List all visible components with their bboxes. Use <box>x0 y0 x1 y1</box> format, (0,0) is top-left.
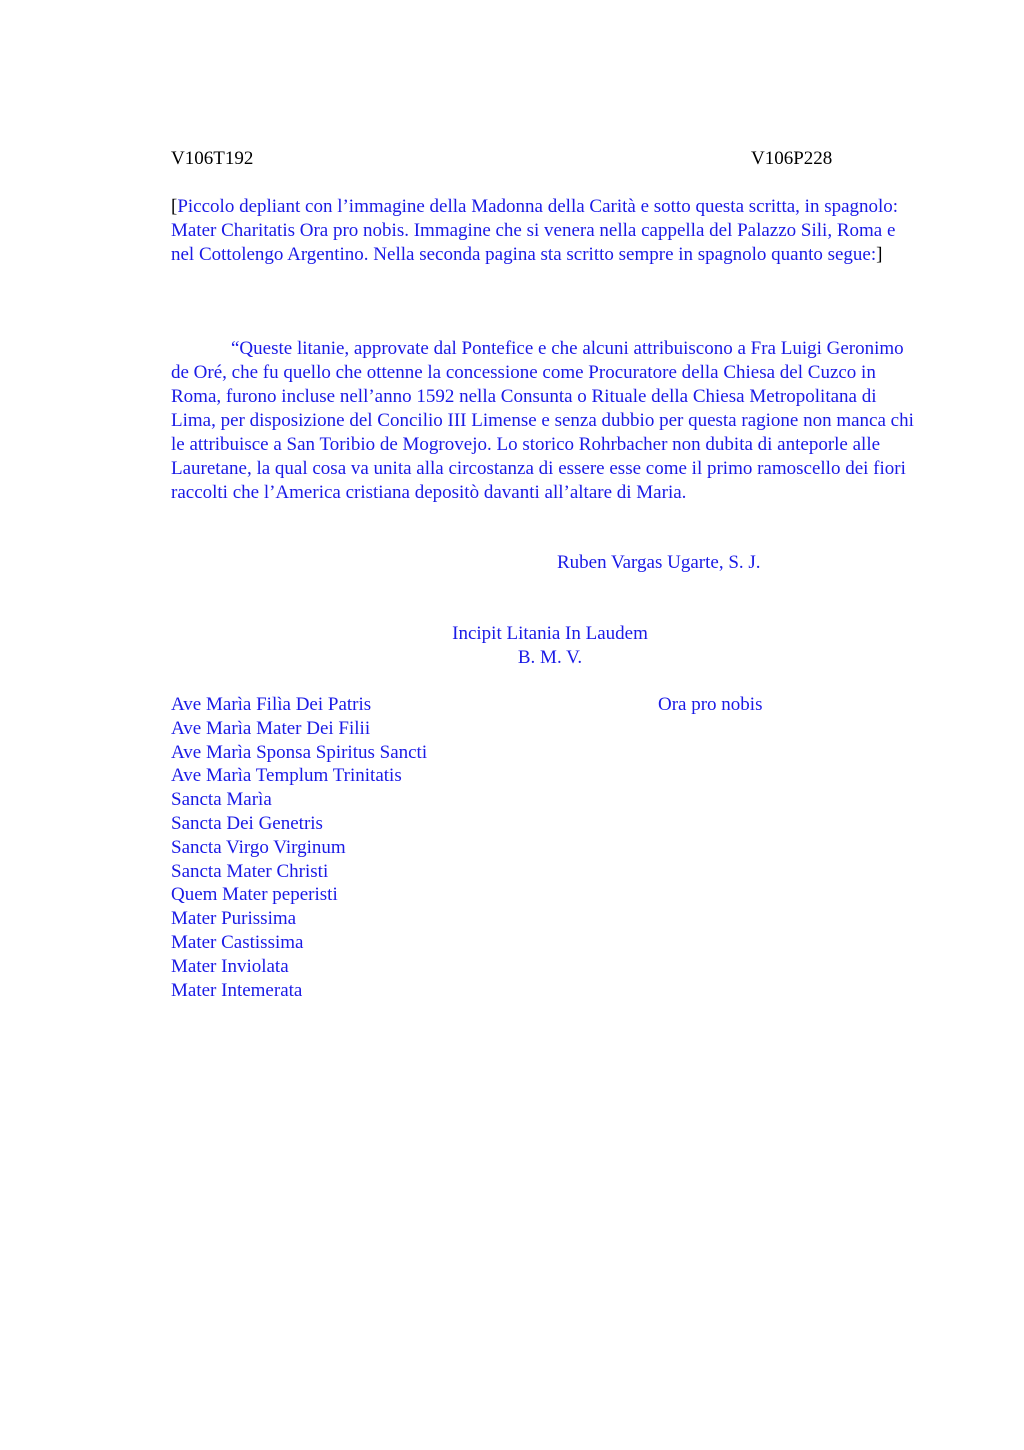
list-item: Mater Inviolata <box>171 955 289 977</box>
list-item: Ave Marìa Sponsa Spiritus Sancti <box>171 741 428 763</box>
document-code-right: V106P228 <box>751 148 833 169</box>
intro-open-bracket: [ <box>171 196 178 217</box>
quote-paragraph: “Queste litanie, approvate dal Pontefice e che alcuni attribuiscono a Fra Luigi Geronimo de Oré, che fu quello che ottenne la concessione come Procuratore della Chiesa del Cuzco in Roma, furono incluse nell’anno 1592 nella Consunta o Rituale della Chiesa Metropolitana di Lima, per disposizione del Concilio III Limense e senza dubbio per questa ragione non manca chi le attribuisce a San Toribio de Mogrovejo. Lo storico Rohrbacher non dubita di anteporle alle Lauretane, la qual cosa va unita alla circostanza di essere esse come il primo ramoscello dei fiori raccolti che l’America cristiana depositò davanti all’altare di Maria. <box>171 338 914 503</box>
list-item: Ave Marìa Filìa Dei Patris <box>171 694 372 715</box>
intro-text: Piccolo depliant con l’immagine della Madonna della Carità e sotto questa scritta, in spagnolo: Mater Charitatis Ora pro nobis. Immagine che si venera nella cappella del Palazzo Sili, Roma e nel Cottolengo Argentino. Nella seconda pagina sta scritto sempre in spagnolo quanto segue: <box>171 196 899 265</box>
list-item: Sancta Mater Christi <box>171 860 329 882</box>
litany-response: Ora pro nobis <box>658 694 763 715</box>
list-item: Sancta Dei Genetris <box>171 812 323 834</box>
list-item: Mater Castissima <box>171 931 304 953</box>
litany-title-line1: Incipit Litania In Laudem <box>452 623 648 644</box>
signature: Ruben Vargas Ugarte, S. J. <box>557 552 761 573</box>
list-item: Sancta Marìa <box>171 789 272 811</box>
list-item: Quem Mater peperisti <box>171 884 338 906</box>
list-item: Sancta Virgo Virginum <box>171 836 346 858</box>
intro-note <box>171 195 923 267</box>
list-item: Ave Marìa Mater Dei Filii <box>171 717 371 739</box>
litany-list <box>171 693 631 1002</box>
litany-title <box>400 622 700 670</box>
document-code-left: V106T192 <box>171 148 254 169</box>
list-item: Ave Marìa Templum Trinitatis <box>171 765 402 787</box>
intro-close-bracket: ] <box>876 244 883 265</box>
list-item: Mater Purissima <box>171 908 297 930</box>
litany-title-line2: B. M. V. <box>517 647 583 668</box>
list-item: Mater Intemerata <box>171 979 303 1001</box>
